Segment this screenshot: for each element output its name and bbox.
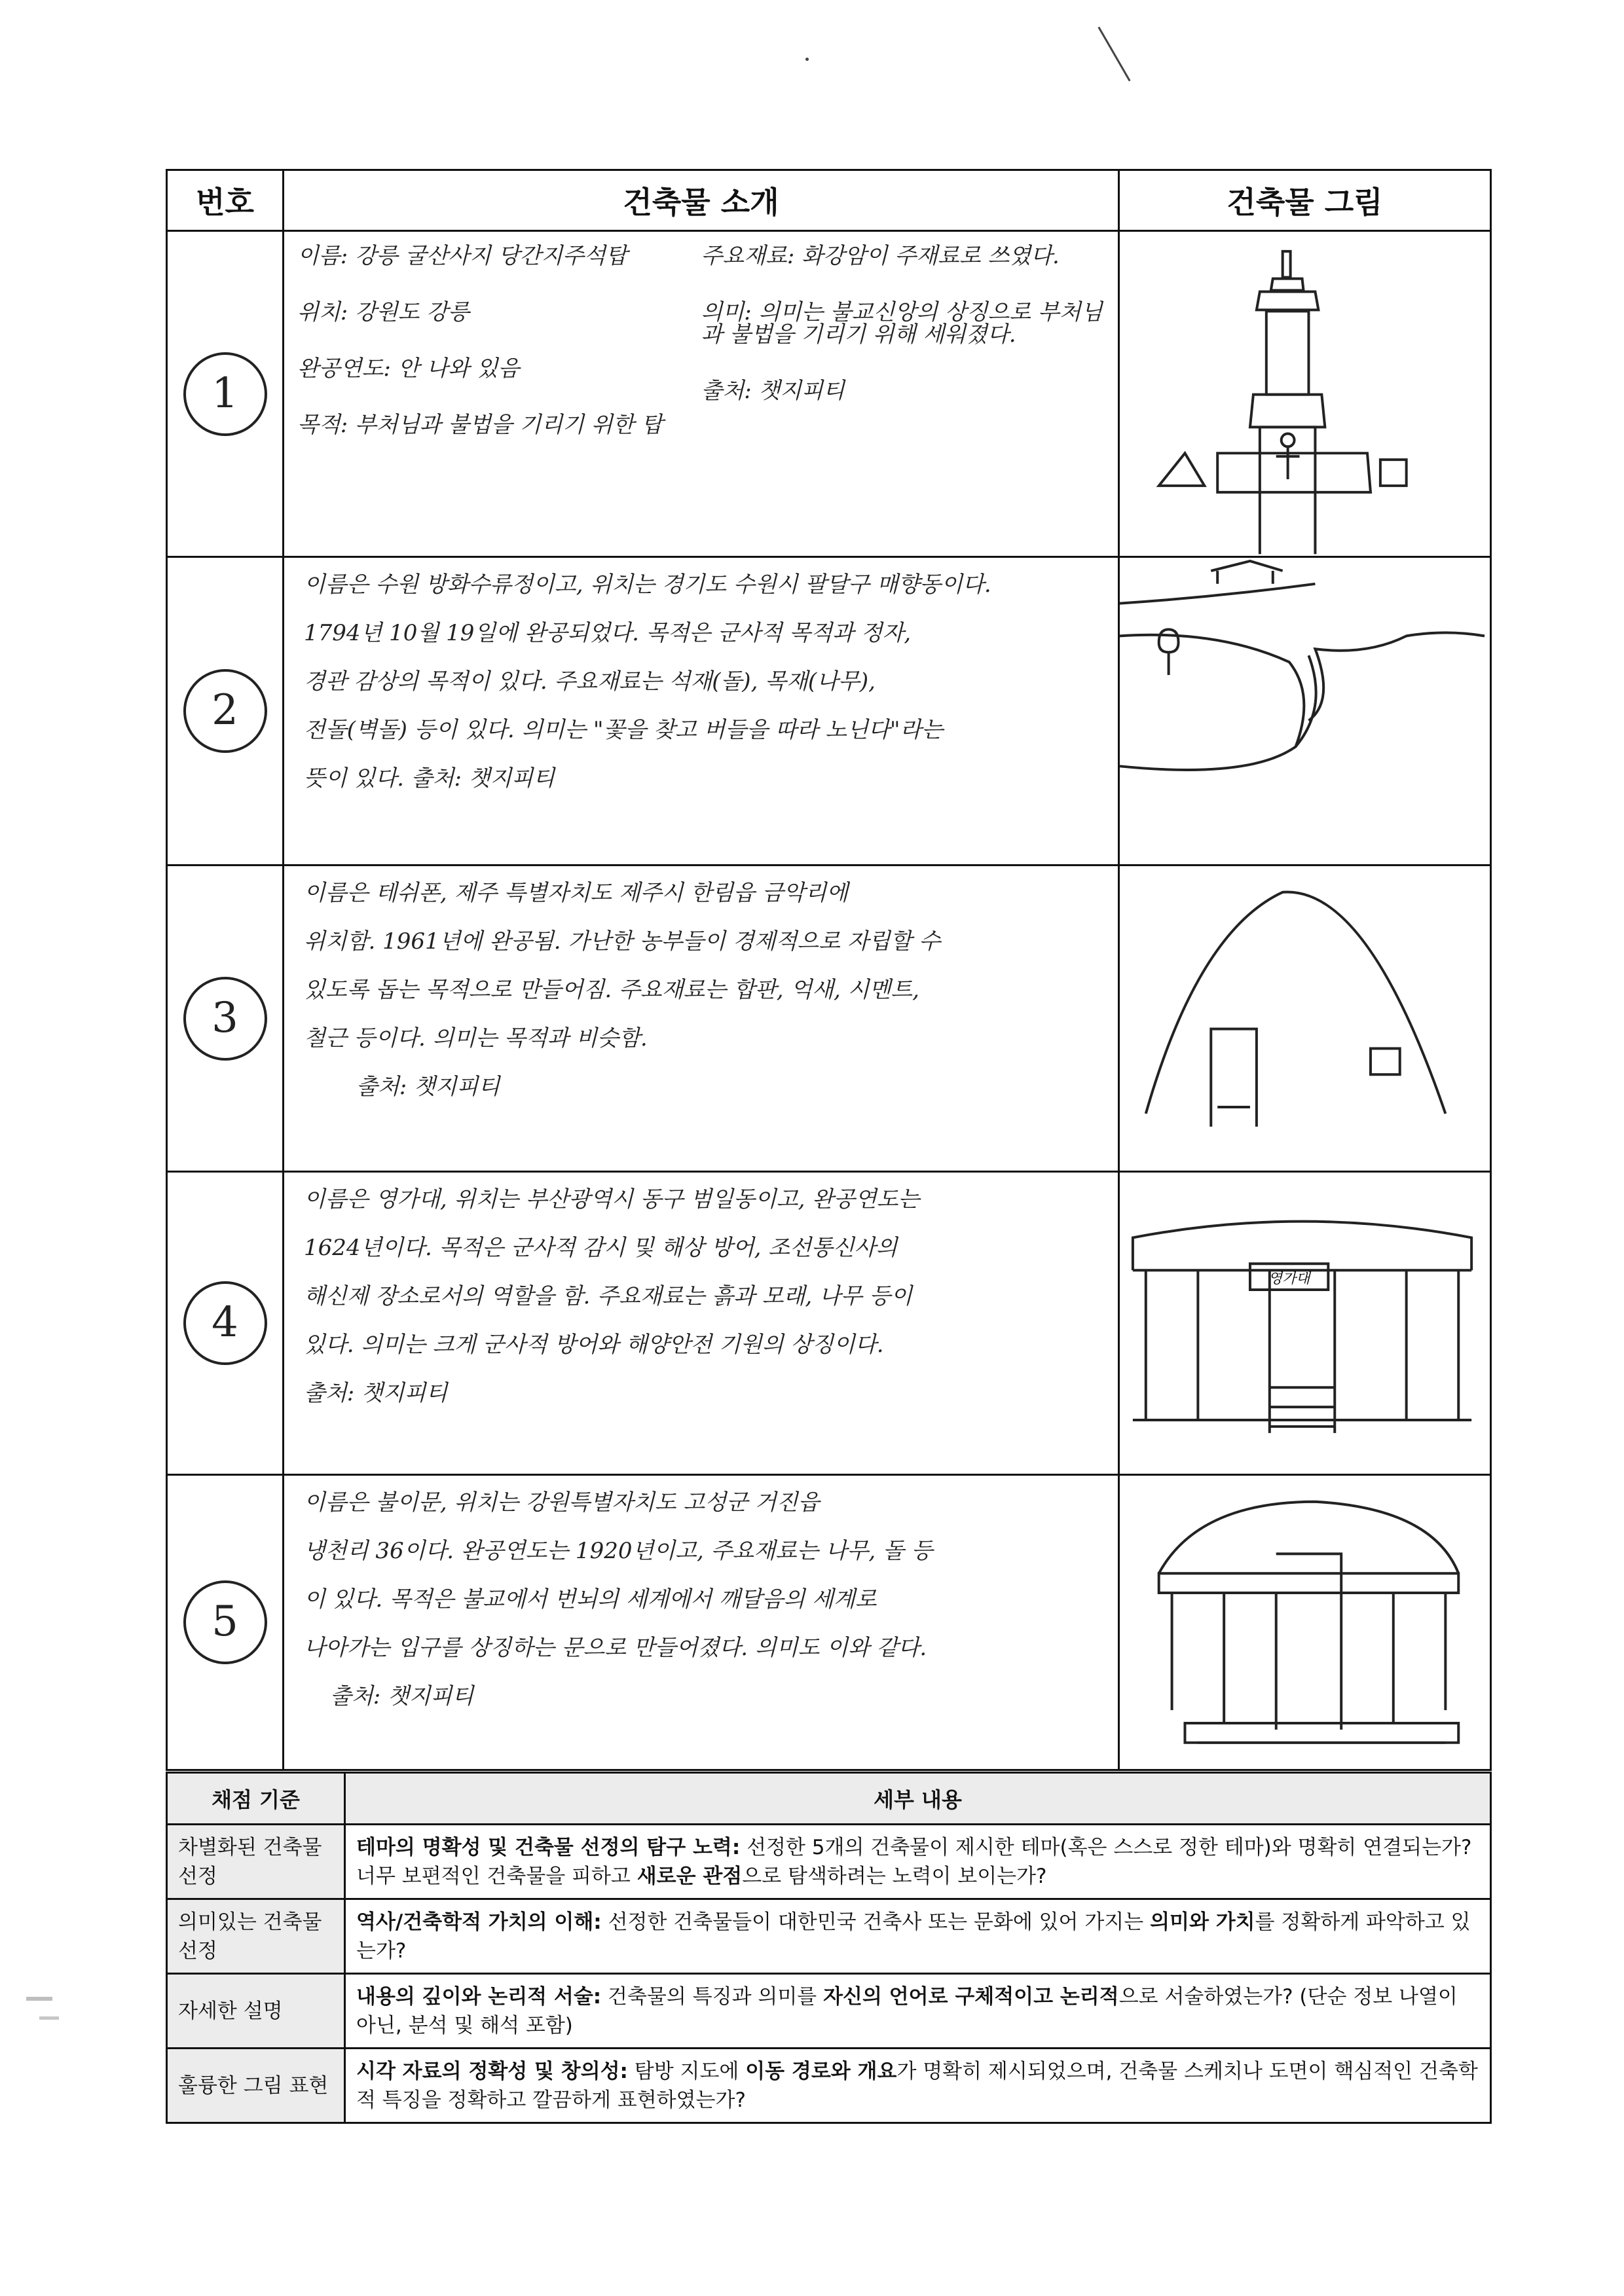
rubric-detail	[345, 1899, 1491, 1974]
header-intro: 건축물 소개	[284, 170, 1119, 231]
table-row	[167, 865, 1491, 1172]
drawing-cell	[1119, 557, 1491, 866]
building-table	[166, 169, 1492, 1771]
pavilion-drawing	[1120, 558, 1490, 864]
intro-line: 경관 감상의 목적이 있다. 주요재료는 석재(돌), 목재(나무),	[304, 668, 876, 695]
rubric-criterion: 의미있는 건축물 선정	[167, 1899, 345, 1974]
gate-drawing	[1120, 1476, 1490, 1769]
intro-cell	[284, 865, 1119, 1172]
header-number: 번호	[167, 170, 284, 231]
rubric-tail: 으로 서술하였는가? (단순 정보 나열이 아닌, 분석 및 해석 포함)	[356, 1984, 1458, 2037]
rubric-bold-lead: 역사/건축학적 가치의 이해:	[356, 1910, 602, 1934]
rubric-text: 건축물의 특징과 의미를	[601, 1984, 824, 2009]
rubric-criterion: 자세한 설명	[167, 1974, 345, 2049]
intro-line: 철근 등이다. 의미는 목적과 비슷함.	[304, 1025, 648, 1051]
rubric-bold-mid: 이동 경로와 개요	[745, 2059, 897, 2083]
intro-line: 전돌(벽돌) 등이 있다. 의미는 "꽃을 찾고 버들을 따라 노닌다"라는	[304, 717, 944, 744]
rubric-tail: 으로 탐색하려는 노력이 보이는가?	[742, 1864, 1047, 1888]
table-header-row	[167, 170, 1491, 231]
rubric-tail: 가 명확히 제시되었으며, 건축물 스케치나 도면이 핵심적인 건축학적 특징을 정확하고 깔끔하게 표현하였는가?	[356, 2059, 1478, 2112]
rubric-row	[167, 1974, 1491, 2049]
rubric-bold-mid: 의미와 가치	[1150, 1910, 1255, 1934]
table-row	[167, 1172, 1491, 1475]
scan-mark	[26, 1997, 52, 2001]
intro-cell	[284, 1172, 1119, 1475]
rubric-criterion: 훌륭한 그림 표현	[167, 2049, 345, 2123]
rubric-row	[167, 1899, 1491, 1974]
row-number-cell	[167, 557, 284, 866]
rubric-bold-mid: 새로운 관점	[637, 1864, 743, 1888]
sign-label: 영가대	[1268, 1271, 1310, 1288]
rubric-detail	[345, 1825, 1491, 1899]
header-drawing: 건축물 그림	[1119, 170, 1491, 231]
intro-line: 뜻이 있다. 출처: 챗지피티	[304, 765, 555, 792]
row-number-cell	[167, 1474, 284, 1770]
intro-line: 나아가는 입구를 상징하는 문으로 만들어졌다. 의미도 이와 같다.	[304, 1634, 927, 1661]
intro-line: 이름은 테쉬폰, 제주 특별자치도 제주시 한림읍 금악리에	[304, 879, 849, 906]
drawing-cell	[1119, 1172, 1491, 1475]
intro-line: 위치: 강원도 강릉	[297, 299, 470, 325]
intro-line: 완공연도: 안 나와 있음	[297, 355, 520, 382]
intro-line: 냉천리 36이다. 완공연도는 1920년이고, 주요재료는 나무, 돌 등	[304, 1537, 933, 1564]
row-number: 1	[183, 352, 267, 436]
intro-line: 있다. 의미는 크게 군사적 방어와 해양안전 기원의 상징이다.	[304, 1332, 884, 1358]
row-number: 2	[183, 669, 267, 753]
row-number: 3	[183, 977, 267, 1061]
rubric-row	[167, 1825, 1491, 1899]
intro-line: 이름은 영가대, 위치는 부산광역시 동구 범일동이고, 완공연도는	[304, 1186, 920, 1213]
rubric-detail	[345, 1974, 1491, 2049]
rubric-text: 선정한 5개의 건축물이 제시한 테마(혹은 스스로 정한 테마)와 명확히 연결되는가? 너무 보편적인 건축물을 피하고	[356, 1835, 1472, 1888]
intro-line: 주요재료: 화강암이 주재료로 쓰였다.	[701, 243, 1060, 269]
intro-line: 출처: 챗지피티	[356, 1073, 500, 1100]
intro-line: 이름은 수원 방화수류정이고, 위치는 경기도 수원시 팔달구 매향동이다.	[304, 572, 991, 598]
row-number: 4	[183, 1281, 267, 1365]
intro-line: 위치함. 1961년에 완공됨. 가난한 농부들이 경제적으로 자립할 수	[304, 928, 941, 955]
intro-line: 이름은 불이문, 위치는 강원특별자치도 고성군 거진읍	[304, 1489, 820, 1516]
quonset-hut-drawing	[1120, 866, 1490, 1171]
rubric-header-detail: 세부 내용	[345, 1773, 1491, 1825]
intro-line: 있도록 돕는 목적으로 만들어짐. 주요재료는 합판, 억새, 시멘트,	[304, 976, 919, 1003]
intro-cell	[284, 557, 1119, 866]
intro-line: 목적: 부처님과 불법을 기리기 위한 탑	[297, 412, 663, 438]
drawing-cell	[1119, 1474, 1491, 1770]
drawing-cell	[1119, 231, 1491, 557]
row-number-cell	[167, 231, 284, 557]
rubric-row	[167, 2049, 1491, 2123]
intro-line: 의미: 의미는 불교신앙의 상징으로 부처님과 불법을 기리기 위해 세워졌다.	[701, 299, 1103, 348]
scan-mark	[805, 58, 809, 61]
rubric-bold-mid: 자신의 언어로 구체적이고 논리적	[823, 1984, 1119, 2009]
intro-line: 해신제 장소로서의 역할을 함. 주요재료는 흙과 모래, 나무 등이	[304, 1283, 913, 1310]
row-number-cell	[167, 1172, 284, 1475]
table-row	[167, 231, 1491, 557]
rubric-text: 선정한 건축물들이 대한민국 건축사 또는 문화에 있어 가지는	[601, 1910, 1151, 1934]
intro-line: 출처: 챗지피티	[701, 378, 845, 404]
drawing-cell	[1119, 865, 1491, 1172]
pagoda-drawing	[1120, 232, 1490, 556]
row-number: 5	[183, 1580, 267, 1664]
intro-line: 이 있다. 목적은 불교에서 번뇌의 세계에서 깨달음의 세계로	[304, 1586, 877, 1613]
rubric-bold-lead: 시각 자료의 정확성 및 창의성:	[356, 2059, 628, 2083]
rubric-text: 탐방 지도에	[627, 2059, 746, 2083]
intro-cell	[284, 231, 1119, 557]
rubric-header-row	[167, 1773, 1491, 1825]
scan-mark	[1098, 27, 1130, 82]
intro-line: 이름: 강릉 굴산사지 당간지주석탑	[297, 243, 627, 269]
rubric-bold-lead: 내용의 깊이와 논리적 서술:	[356, 1984, 602, 2009]
rubric-tail: 를 정확하게 파악하고 있는가?	[356, 1910, 1471, 1963]
rubric-criterion: 차별화된 건축물 선정	[167, 1825, 345, 1899]
table-row	[167, 1474, 1491, 1770]
row-number-cell	[167, 865, 284, 1172]
intro-cell	[284, 1474, 1119, 1770]
rubric-bold-lead: 테마의 명확성 및 건축물 선정의 탐구 노력:	[356, 1835, 741, 1859]
grading-rubric	[166, 1772, 1492, 2124]
table-row	[167, 557, 1491, 866]
intro-line: 1624년이다. 목적은 군사적 감시 및 해상 방어, 조선통신사의	[304, 1235, 898, 1262]
rubric-detail	[345, 2049, 1491, 2123]
intro-line: 출처: 챗지피티	[330, 1683, 474, 1709]
scan-mark	[39, 2016, 59, 2020]
intro-line: 1794년 10월 19일에 완공되었다. 목적은 군사적 목적과 정자,	[304, 620, 912, 647]
intro-line: 출처: 챗지피티	[304, 1380, 448, 1407]
yeonggadae-drawing	[1120, 1173, 1490, 1474]
rubric-header-criterion: 채점 기준	[167, 1773, 345, 1825]
